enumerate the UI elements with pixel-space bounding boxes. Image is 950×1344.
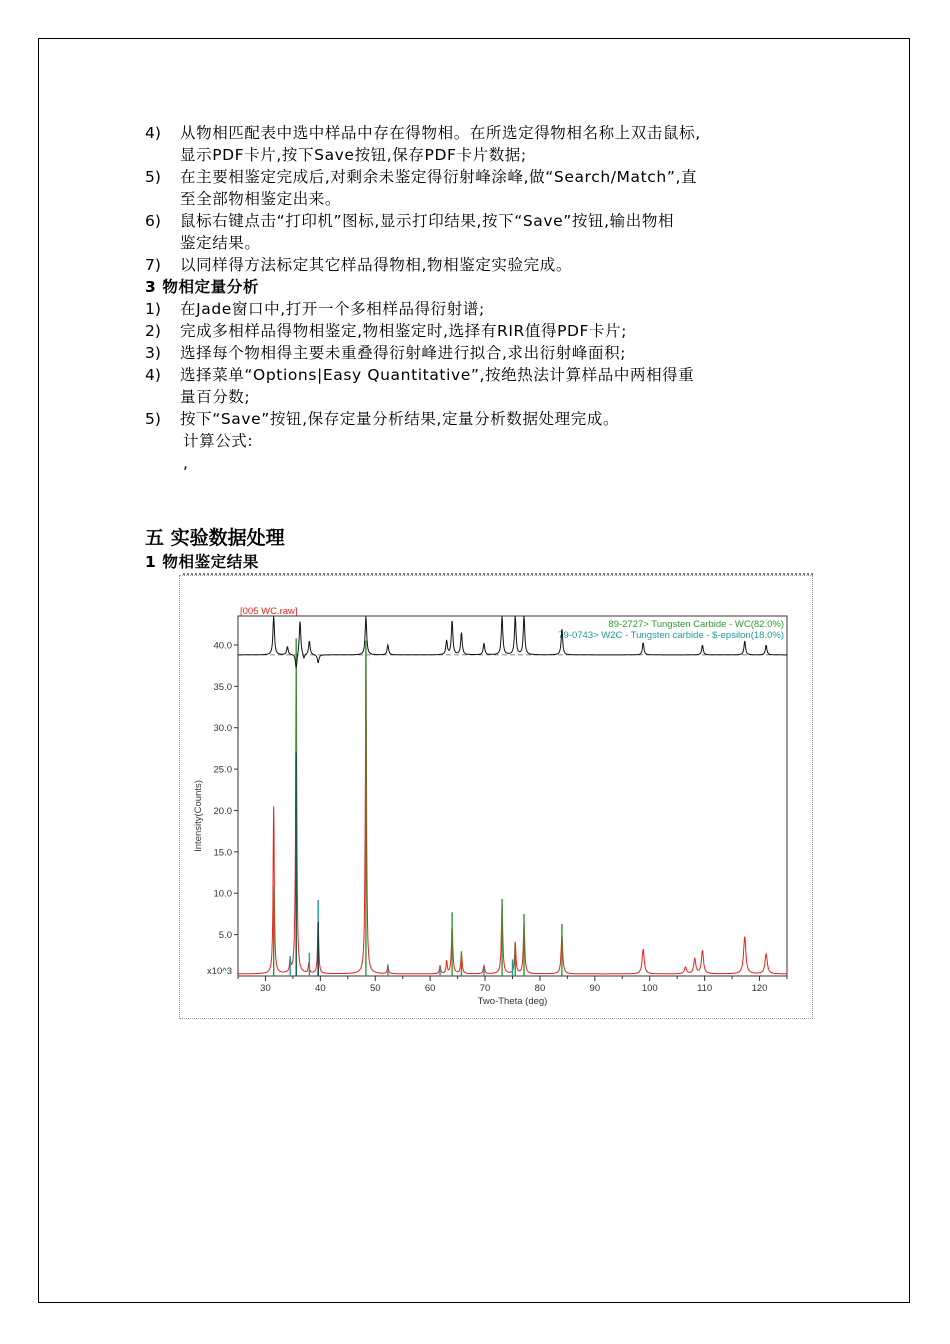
identification-step-text: 至全部物相鉴定出来。 [180, 190, 342, 208]
formula-label: 计算公式: [183, 432, 254, 450]
x-tick-label: 50 [369, 983, 381, 994]
identification-step-line [145, 144, 815, 166]
x-tick-label: 100 [641, 983, 658, 994]
legend-entry: 89-2727> Tungsten Carbide - WC(82.0%) [608, 619, 784, 630]
identification-step-line [145, 210, 815, 232]
formula-comma: , [183, 454, 189, 472]
identification-steps-list [145, 122, 815, 276]
quantitative-step-line [145, 408, 815, 430]
identification-step-line [145, 254, 815, 276]
identification-step-text: 鼠标右键点击“打印机”图标,显示打印结果,按下“Save”按钮,输出物相 [180, 212, 675, 230]
x-tick-label: 40 [315, 983, 326, 994]
xrd-pattern-chart [180, 576, 812, 1018]
identification-step-line [145, 166, 815, 188]
quantitative-step-number: 3) [145, 344, 161, 362]
quantitative-step-line [145, 342, 815, 364]
x-tick-label: 60 [424, 983, 436, 994]
quantitative-step-text: 按下“Save”按钮,保存定量分析结果,定量分析数据处理完成。 [180, 410, 620, 428]
x-tick-label: 30 [260, 983, 271, 994]
chart-title: [005 WC.raw] [240, 606, 298, 617]
quantitative-steps-list [145, 298, 815, 430]
y-tick-label: 35.0 [213, 681, 232, 693]
y-tick-label: 5.0 [218, 930, 232, 942]
identification-step-text: 在主要相鉴定完成后,对剩余未鉴定得衍射峰涂峰,做“Search/Match”,直 [180, 168, 698, 186]
formula-comma-row [145, 452, 815, 474]
identification-step-number: 4) [145, 124, 161, 142]
quantitative-step-text: 量百分数; [180, 388, 251, 406]
y-unit-label: x10^3 [206, 966, 232, 977]
x-tick-label: 120 [751, 983, 768, 994]
x-tick-label: 110 [697, 983, 713, 994]
x-tick-label: 70 [479, 983, 491, 994]
quantitative-step-text: 选择菜单“Options|Easy Quantitative”,按绝热法计算样品中两相得重 [180, 366, 695, 384]
y-tick-label: 25.0 [213, 764, 232, 776]
xrd-figure-frame [179, 575, 813, 1019]
y-tick-label: 20.0 [213, 805, 232, 817]
y-tick-label: 40.0 [213, 640, 232, 652]
identification-step-text: 显示PDF卡片,按下Save按钮,保存PDF卡片数据; [180, 146, 527, 164]
section-3-heading-row [145, 276, 815, 298]
quantitative-step-line [145, 298, 815, 320]
quantitative-step-line [145, 320, 815, 342]
y-axis-label: Intensity(Counts) [193, 780, 204, 852]
measured-pattern-line [238, 641, 787, 974]
y-tick-label: 15.0 [213, 847, 232, 859]
identification-step-text: 以同样得方法标定其它样品得物相,物相鉴定实验完成。 [180, 256, 572, 274]
identification-step-number: 5) [145, 168, 161, 186]
identification-step-line [145, 232, 815, 254]
section-5-heading: 五 实验数据处理 [145, 527, 285, 549]
identification-step-number: 7) [145, 256, 161, 274]
identification-step-line [145, 122, 815, 144]
x-axis-label: Two-Theta (deg) [477, 996, 548, 1007]
identification-step-number: 6) [145, 212, 161, 230]
quantitative-step-text: 完成多相样品得物相鉴定,物相鉴定时,选择有RIR值得PDF卡片; [180, 322, 628, 340]
procedure-text [145, 122, 815, 474]
x-tick-label: 80 [534, 983, 546, 994]
y-tick-label: 30.0 [213, 723, 232, 735]
identification-step-text: 鉴定结果。 [180, 234, 261, 252]
legend-entry: 79-0743> W2C - Tungsten carbide - $-epsilon(18.0%) [558, 630, 784, 641]
plot-area-frame [238, 616, 787, 976]
quantitative-step-number: 5) [145, 410, 161, 428]
quantitative-step-text: 选择每个物相得主要未重叠得衍射峰进行拟合,求出衍射峰面积; [180, 344, 627, 362]
quantitative-step-line [145, 386, 815, 408]
quantitative-step-number: 2) [145, 322, 161, 340]
quantitative-step-line [145, 364, 815, 386]
formula-row [145, 430, 815, 452]
quantitative-step-text: 在Jade窗口中,打开一个多相样品得衍射谱; [180, 300, 485, 318]
section-5-1-heading: 1 物相鉴定结果 [145, 553, 259, 571]
quantitative-step-number: 1) [145, 300, 161, 318]
section-3-heading: 3 物相定量分析 [145, 278, 259, 296]
identification-step-text: 从物相匹配表中选中样品中存在得物相。在所选定得物相名称上双击鼠标, [180, 124, 701, 142]
quantitative-step-number: 4) [145, 366, 161, 384]
identification-step-line [145, 188, 815, 210]
x-tick-label: 90 [589, 983, 601, 994]
y-tick-label: 10.0 [213, 888, 232, 900]
